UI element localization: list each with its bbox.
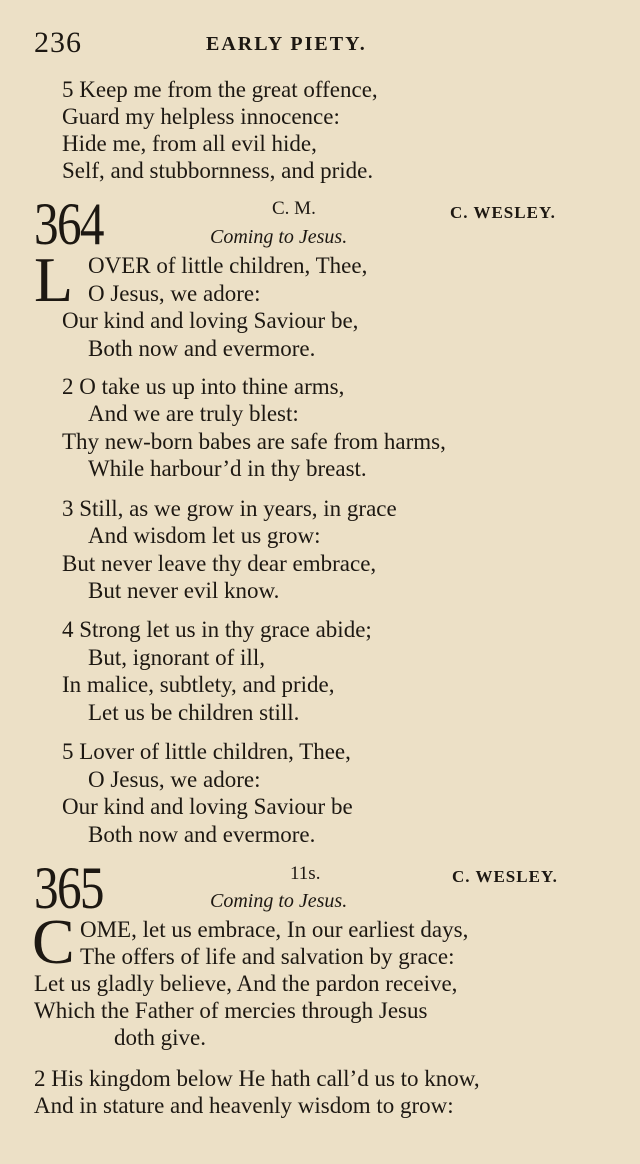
- verse-line: 4 Strong let us in thy grace abide;: [62, 617, 372, 642]
- hymn-meter: 11s.: [290, 863, 321, 884]
- verse-line: But never evil know.: [88, 578, 280, 603]
- hymn-meter: C. M.: [272, 198, 316, 219]
- page-number: 236: [34, 26, 82, 59]
- verse-line: Thy new-born babes are safe from harms,: [62, 429, 446, 454]
- verse-line: Which the Father of mercies through Jesus: [34, 998, 428, 1023]
- verse-line: Our kind and loving Saviour be: [62, 794, 353, 819]
- verse-line: OME, let us embrace, In our earliest days,: [80, 917, 469, 942]
- verse-line: Our kind and loving Saviour be,: [62, 308, 359, 333]
- hymn-author: C. WESLEY.: [452, 867, 558, 886]
- hymn-author: C. WESLEY.: [450, 203, 556, 222]
- verse-line: O Jesus, we adore:: [88, 767, 261, 792]
- verse-line: 5 Keep me from the great offence,: [62, 77, 378, 102]
- running-title: EARLY PIETY.: [206, 33, 367, 55]
- verse-line: Hide me, from all evil hide,: [62, 131, 317, 156]
- verse-line: And we are truly blest:: [88, 401, 299, 426]
- verse-line: O Jesus, we adore:: [88, 281, 261, 306]
- verse-line: 2 O take us up into thine arms,: [62, 374, 345, 399]
- verse-line: And in stature and heavenly wisdom to grow:: [34, 1093, 454, 1118]
- verse-line: 2 His kingdom below He hath call’d us to know,: [34, 1066, 480, 1091]
- verse-line: Both now and evermore.: [88, 822, 316, 847]
- verse-line: Self, and stubbornness, and pride.: [62, 158, 374, 183]
- verse-line: The offers of life and salvation by grace:: [80, 944, 455, 969]
- hymn-subtitle: Coming to Jesus.: [210, 226, 348, 248]
- verse-line: While harbour’d in thy breast.: [88, 456, 367, 481]
- drop-cap: C: [32, 906, 75, 977]
- drop-cap: L: [34, 244, 74, 315]
- verse-line: And wisdom let us grow:: [88, 523, 321, 548]
- verse-line: 5 Lover of little children, Thee,: [62, 739, 351, 764]
- hymn-number: 364: [34, 191, 103, 257]
- verse-line: Both now and evermore.: [88, 336, 316, 361]
- verse-line: Let us gladly believe, And the pardon receive,: [34, 971, 458, 996]
- verse-line: In malice, subtlety, and pride,: [62, 672, 335, 697]
- verse-line: But, ignorant of ill,: [88, 645, 265, 670]
- verse-line: OVER of little children, Thee,: [88, 253, 368, 278]
- verse-line: But never leave thy dear embrace,: [62, 551, 377, 576]
- verse-line: Guard my helpless innocence:: [62, 104, 340, 129]
- hymn-number: 365: [34, 855, 103, 921]
- verse-line: 3 Still, as we grow in years, in grace: [62, 496, 397, 521]
- hymn-subtitle: Coming to Jesus.: [210, 890, 348, 912]
- verse-line: doth give.: [114, 1025, 206, 1050]
- verse-line: Let us be children still.: [88, 700, 300, 725]
